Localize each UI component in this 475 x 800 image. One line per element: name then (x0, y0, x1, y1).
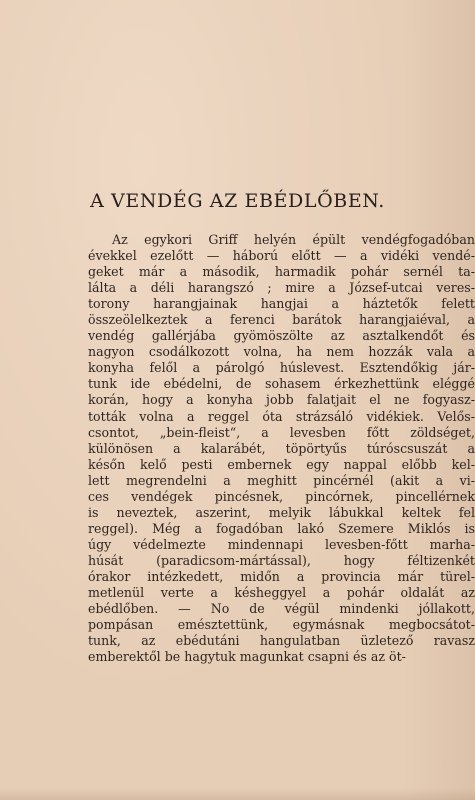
text-line: húsát (paradicsom-mártással), hogy féltizenkét (88, 552, 475, 568)
text-line: reggel). Még a fogadóban lakó Szemere Miklós is (88, 520, 475, 536)
text-line: későn kelő pesti embernek egy nappal előbb kel- (88, 456, 475, 472)
text-line: tunk, az ebédutáni hangulatban üzletező ravasz (88, 633, 475, 649)
text-line: konyha felől a párolgó húslevest. Esztendőkig jár- (88, 360, 475, 376)
text-line: tunk ide ebédelni, de sohasem érkezhettünk eléggé (88, 376, 475, 392)
text-line: lálta a déli harangszó ; mire a József-utcai veres- (88, 280, 475, 296)
text-line: pompásan emésztettünk, egymásnak megbocsátot- (88, 617, 475, 633)
text-line: különösen a kalarábét, töpörtyűs túróscsuszát a (88, 440, 475, 456)
text-line: Az egykori Griff helyén épült vendégfogadóban (112, 232, 475, 247)
text-line: lett megrendelni a meghitt pincérnél (akit a vi- (88, 472, 475, 488)
text-line: is neveztek, aszerint, melyik lábukkal keltek fel (88, 504, 475, 520)
text-line: metlenül verte a késheggyel a pohár oldalát az (88, 585, 475, 601)
chapter-title: A VENDÉG AZ EBÉDLŐBEN. (90, 190, 385, 212)
text-line: évekkel ezelőtt — háború előtt — a vidéki vendé- (88, 248, 475, 264)
text-line: vendég gallérjába gyömöszölte az asztalkendőt és (88, 328, 475, 344)
text-line: torony harangjainak hangjai a háztetők felett (88, 296, 475, 312)
text-line: emberektől be hagytuk magunkat csapni és az öt- (88, 649, 406, 665)
text-line: órakor intézkedett, midőn a provincia már türel- (88, 568, 475, 584)
text-line: nagyon csodálkozott volna, ha nem hozzák vala a (88, 344, 475, 360)
text-line: geket már a második, harmadik pohár sernél ta- (88, 264, 475, 280)
text-line: korán, hogy a konyha jobb falatjait el ne fogyasz- (88, 392, 475, 408)
text-line: úgy védelmezte mindennapi levesben-főtt marha- (88, 536, 475, 552)
text-line: összeölelkeztek a ferenci barátok harangjaiéval, a (88, 312, 475, 328)
text-line: tották volna a reggel óta strázsáló vidékiek. Velős- (88, 408, 475, 424)
text-line: csontot, „bein-fleist“, a levesben főtt zöldséget, (88, 424, 475, 440)
body-text (88, 232, 475, 665)
text-line: ces vendégek pincésnek, pincórnek, pincellérnek (88, 488, 475, 504)
text-line: ebédlőben. — No de végül mindenki jóllakott, (88, 601, 475, 617)
page-shadow (0, 788, 475, 800)
